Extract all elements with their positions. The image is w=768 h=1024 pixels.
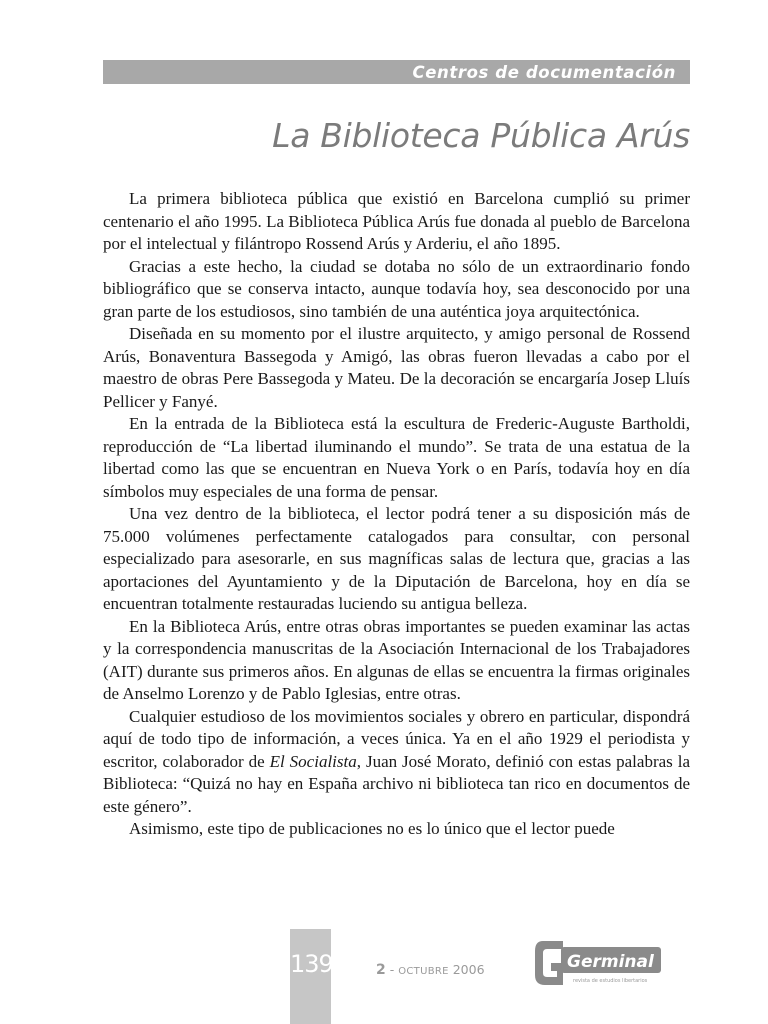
paragraph-text: , Juan José Morato, definió con estas palabras la Biblioteca: “Quizá no hay en España archivo ni biblioteca tan rico en documentos de este género”.: [103, 751, 690, 816]
issue-separator: -: [385, 962, 399, 977]
issue-month: OCTUBRE: [398, 966, 449, 977]
paragraph: Una vez dentro de la biblioteca, el lector podrá tener a su disposición más de 75.000 volúmenes perfectamente catalogados para consultar, con personal especializado para asesorarle, en sus magníficas salas de lectura que, gracias a las aportaciones del Ayuntamiento y de la Diputación de Barcelona, hoy en día se encuentran totalmente restauradas luciendo su antigua belleza.: [103, 504, 690, 613]
section-label: Centros de documentación: [412, 62, 676, 82]
publication-title: El Socialista: [269, 751, 357, 771]
paragraph: Asimismo, este tipo de publicaciones no es lo único que el lector puede: [129, 819, 615, 838]
logo-wordmark: Germinal: [567, 952, 654, 972]
issue-number: 2: [376, 962, 386, 978]
page-number: 139: [290, 950, 333, 978]
article-body: [103, 188, 690, 841]
logo-mark: [535, 941, 563, 985]
paragraph: Gracias a este hecho, la ciudad se dotaba no sólo de un extraordinario fondo bibliográfico que se conserva intacto, aunque todavía hoy, sea desconocido por una gran parte de los estudiosos, sino también de una auténtica joya arquitectónica.: [103, 256, 690, 321]
issue-info: [376, 962, 485, 978]
section-header-bar: [103, 60, 690, 84]
paragraph-text: Cualquier estudioso de los movimientos sociales y obrero en particular, dispondrá aquí de todo tipo de información, a veces única. Ya en el año 1929 el periodista y escritor, colaborador de: [103, 706, 690, 771]
paragraph: Diseñada en su momento por el ilustre arquitecto, y amigo personal de Rossend Arús, Bonaventura Bassegoda y Amigó, las obras fueron llevadas a cabo por el maestro de obras Pere Bassegoda y Mateu. De la decoración se encargaría Josep Lluís Pellicer y Fanyé.: [103, 324, 690, 411]
paragraph: En la Biblioteca Arús, entre otras obras importantes se pueden examinar las actas y la correspondencia manuscritas de la Asociación Internacional de los Trabajadores (AIT) durante sus primeros años. En algunas de ellas se encuentra la firmas originales de Anselmo Lorenzo y de Pablo Iglesias, entre otras.: [103, 616, 690, 703]
article-title: La Biblioteca Pública Arús: [272, 116, 690, 155]
logo-tagline: revista de estudios libertarios: [573, 978, 648, 984]
issue-year: 2006: [448, 962, 485, 977]
paragraph: [103, 706, 690, 819]
germinal-logo: [533, 935, 668, 990]
paragraph: En la entrada de la Biblioteca está la escultura de Frederic-Auguste Bartholdi, reproducción de “La libertad iluminando el mundo”. Se trata de una estatua de la libertad como las que se encuentran en Nueva York o en París, todavía hoy en día símbolos muy especiales de una forma de pensar.: [103, 414, 690, 501]
paragraph: La primera biblioteca pública que existió en Barcelona cumplió su primer centenario el año 1995. La Biblioteca Pública Arús fue donada al pueblo de Barcelona por el intelectual y filántropo Rossend Arús y Arderiu, el año 1895.: [103, 189, 690, 253]
